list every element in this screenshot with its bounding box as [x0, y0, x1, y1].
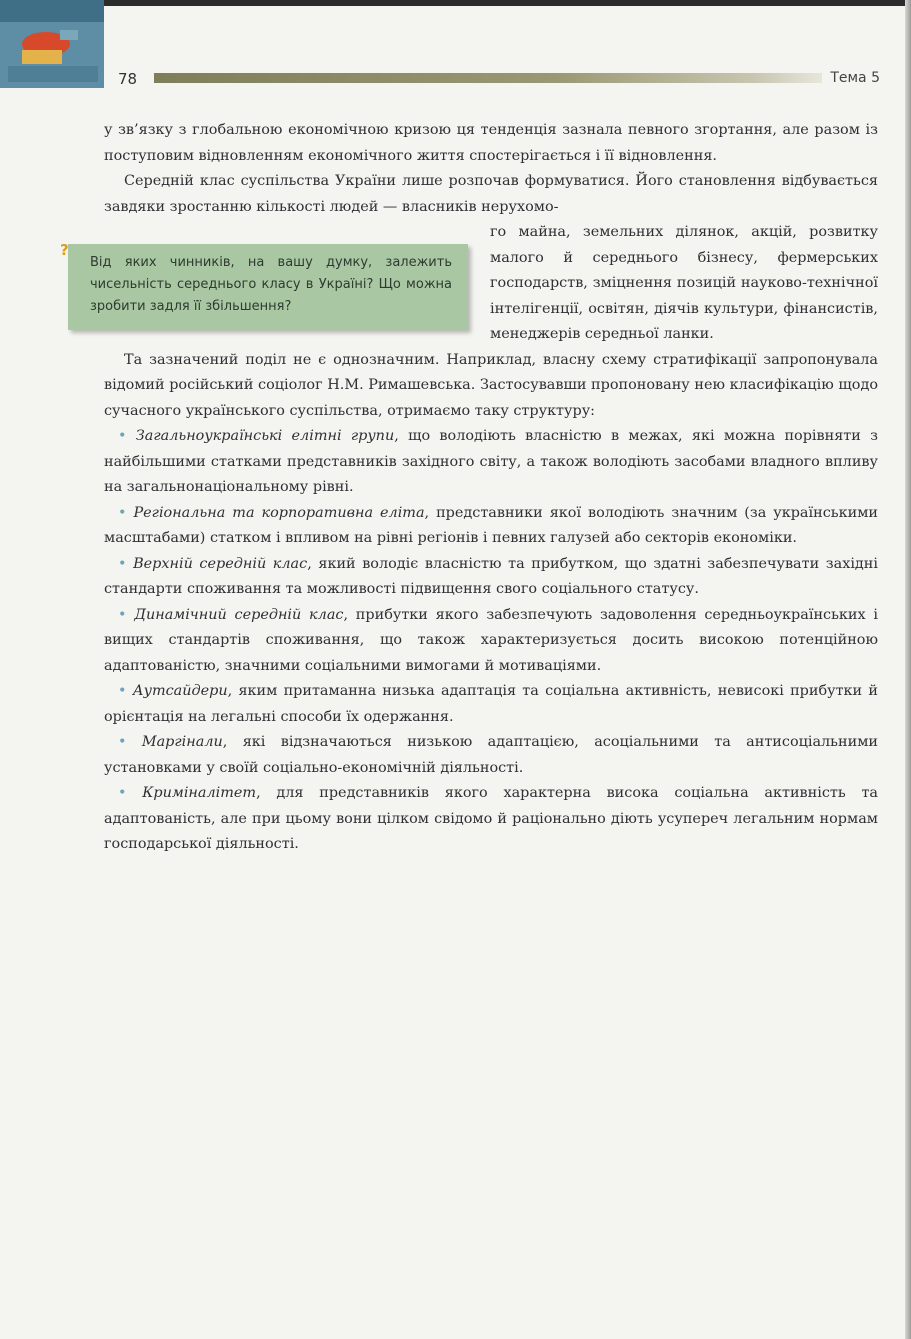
- list-item-term: Верхній середній клас: [133, 555, 308, 572]
- stratification-list: [104, 424, 878, 858]
- paragraph-3: Та зазначений поділ не є однозначним. Наприклад, власну схему стратифікації запропонувала відомий російський соціолог Н.М. Римашевська. Застосувавши пропоновану нею класифікацію щодо сучасного українського суспільства, отримаємо таку структуру:: [104, 351, 878, 419]
- list-item-text: , яким притаманна низька адаптація та соціальна активність, невисокі прибутки й орієнтація на легальні способи їх одержання.: [104, 683, 878, 725]
- page-number: 78: [118, 70, 138, 88]
- wrap-region: [60, 220, 878, 348]
- list-item-text: , які відзначаються низькою адаптацією, асоціальними та антисоціальними установками у своїй соціально-економічній діяльності.: [104, 734, 878, 776]
- list-item-term: Криміналітет: [142, 785, 257, 801]
- list-item-term: Динамічний середній клас: [134, 606, 344, 623]
- list-item: [104, 424, 878, 501]
- list-item: [104, 781, 878, 858]
- list-item-text: , представники якої володіють значним (за українськими масштабами) статком і впливом на рівні регіонів і певних галузей або секторів економіки.: [104, 504, 878, 546]
- list-item: [104, 552, 878, 603]
- question-mark-icon: ?: [60, 241, 69, 259]
- section-label: Тема 5: [830, 70, 880, 86]
- corner-logo-image: [0, 0, 104, 88]
- list-item: [104, 603, 878, 680]
- list-item-term: Аутсайдери: [132, 683, 228, 699]
- list-item-text: , що володіють власністю в межах, які можна порівняти з найбільшими статками представників західного світу, а також володіють засобами владного впливу на загальнонаціональному рівні.: [104, 428, 878, 495]
- paragraph-2-continued: го майна, земельних ділянок, акцій, розвитку малого й середнього бізнесу, фермерських господарств, зміцнення позицій науково-технічної інтелігенції, освітян, діячів культури, фінансистів, менеджерів середньої ланки.: [490, 224, 878, 342]
- bullet-icon: •: [118, 785, 143, 801]
- bullet-icon: •: [118, 555, 134, 572]
- bullet-icon: •: [118, 734, 142, 750]
- list-item-text: , для представників якого характерна висока соціальна активність та адаптованість, але при цьому вони цілком свідомо й раціонально діють усупереч легальним нормам господарської діяльності.: [104, 785, 878, 852]
- bullet-icon: •: [118, 606, 135, 623]
- question-text: Від яких чинників, на вашу думку, залежить чисельність середнього класу в Україні? Що можна зробити задля її збільшення?: [68, 244, 468, 330]
- list-item: [104, 679, 878, 730]
- page-top-edge: [0, 0, 911, 6]
- bullet-icon: •: [118, 683, 133, 699]
- header-decorative-bar: [154, 73, 822, 83]
- list-item-text: , який володіє власністю та прибутком, що здатні забезпечувати західні стандарти споживання та можливості підвищення свого соціального статусу.: [104, 555, 878, 597]
- page-header: [112, 64, 880, 94]
- list-item-text: , прибутки якого забезпечують задоволення середньоукраїнських і вищих стандартів споживання, що також характеризується досить високою потенційною адаптованістю, значними соціальними вимогами й мотиваціями.: [104, 606, 878, 674]
- bullet-icon: •: [118, 428, 136, 444]
- paragraph-2: Середній клас суспільства України лише розпочав формуватися. Його становлення відбувається завдяки зростанню кількості людей — власників нерухомо-: [104, 173, 878, 215]
- question-box: [60, 241, 468, 330]
- list-item-term: Регіональна та корпоративна еліта: [133, 504, 425, 521]
- bullet-icon: •: [118, 504, 134, 521]
- list-item-term: Маргінали: [141, 734, 223, 750]
- list-item: [104, 730, 878, 781]
- page-content: [60, 118, 878, 858]
- page-right-edge: [905, 0, 911, 1339]
- list-item: [104, 501, 878, 552]
- paragraph-1: у зв’язку з глобальною економічною кризою ця тенденція зазнала певного згортання, але разом із поступовим відновленням економічного життя спостерігається і її відновлення.: [104, 122, 878, 164]
- list-item-term: Загальноукраїнські елітні групи: [135, 428, 395, 444]
